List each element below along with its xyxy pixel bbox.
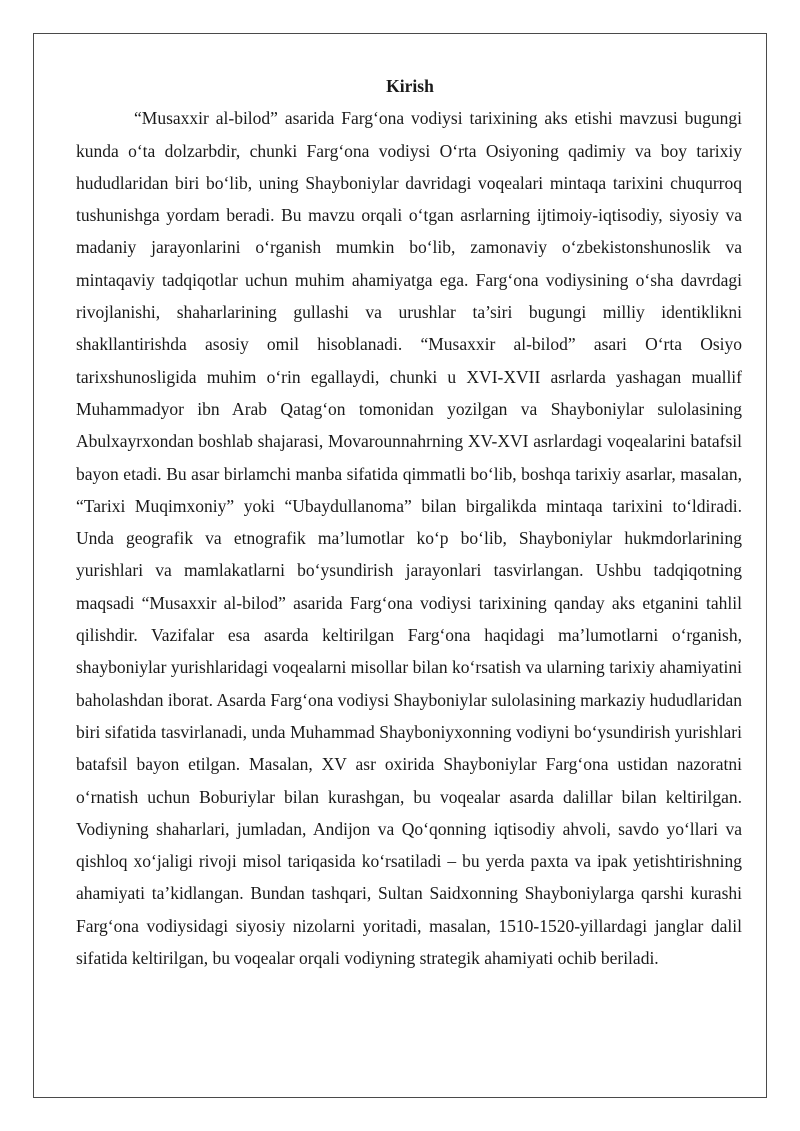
document-body <box>76 70 742 974</box>
section-heading: Kirish <box>386 76 434 96</box>
body-paragraph: “Musaxxir al-bilod” asarida Farg‘ona vodiysi tarixining aks etishi mavzusi bugungi kunda o‘ta dolzarbdir, chunki Farg‘ona vodiysi O‘rta Osiyoning qadimiy va boy tarixiy hududlaridan biri bo‘lib, uning Shayboniylar davridagi voqealari mintaqa tarixini chuqurroq tushunishga yordam beradi. Bu mavzu orqali o‘tgan asrlarning ijtimoiy-iqtisodiy, siyosiy va madaniy jarayonlarini o‘rganish mumkin bo‘lib, zamonaviy o‘zbekistonshunoslik va mintaqaviy tadqiqotlar uchun muhim ahamiyatga ega. Farg‘ona vodiysining o‘sha davrdagi rivojlanishi, shaharlarining gullashi va urushlar ta’siri bugungi milliy identiklikni shakllantirishda asosiy omil hisoblanadi. “Musaxxir al-bilod” asari O‘rta Osiyo tarixshunosligida muhim o‘rin egallaydi, chunki u XVI-XVII asrlarda yashagan muallif Muhammadyor ibn Arab Qatag‘on tomonidan yozilgan va Shayboniylar sulolasining Abulxayrxondan boshlab shajarasi, Movarounnahrning XV-XVI asrlardagi voqealarini batafsil bayon etadi. Bu asar birlamchi manba sifatida qimmatli bo‘lib, boshqa tarixiy asarlar, masalan, “Tarixi Muqimxoniy” yoki “Ubaydullanoma” bilan birgalikda mintaqa tarixini to‘ldiradi. Unda geografik va etnografik ma’lumotlar ko‘p bo‘lib, Shayboniylar hukmdorlarining yurishlari va mamlakatlarni bo‘ysundirish jarayonlari tasvirlangan. Ushbu tadqiqotning maqsadi “Musaxxir al-bilod” asarida Farg‘ona vodiysi tarixining qanday aks etganini tahlil qilishdir. Vazifalar esa asarda keltirilgan Farg‘ona haqidagi ma’lumotlarni o‘rganish, shayboniylar yurishlaridagi voqealarni misollar bilan ko‘rsatish va ularning tarixiy ahamiyatini baholashdan iborat. Asarda Farg‘ona vodiysi Shayboniylar sulolasining markaziy hududlaridan biri sifatida tasvirlanadi, unda Muhammad Shayboniyxonning vodiyni bo‘ysundirish yurishlari batafsil bayon etilgan. Masalan, XV asr oxirida Shayboniylar Farg‘ona ustidan nazoratni o‘rnatish uchun Boburiylar bilan kurashgan, bu voqealar asarda dalillar bilan keltirilgan. Vodiyning shaharlari, jumladan, Andijon va Qo‘qonning iqtisodiy ahvoli, savdo yo‘llari va qishloq xo‘jaligi rivoji misol tariqasida ko‘rsatiladi – bu yerda paxta va ipak yetishtirishning ahamiyati ta’kidlangan. Bundan tashqari, Sultan Saidxonning Shayboniylarga qarshi kurashi Farg‘ona vodiysidagi siyosiy nizolarni yoritadi, masalan, 1510-1520-yillardagi janglar dalil sifatida keltirilgan, bu voqealar orqali vodiyning strategik ahamiyati ochib beriladi. <box>76 108 742 969</box>
